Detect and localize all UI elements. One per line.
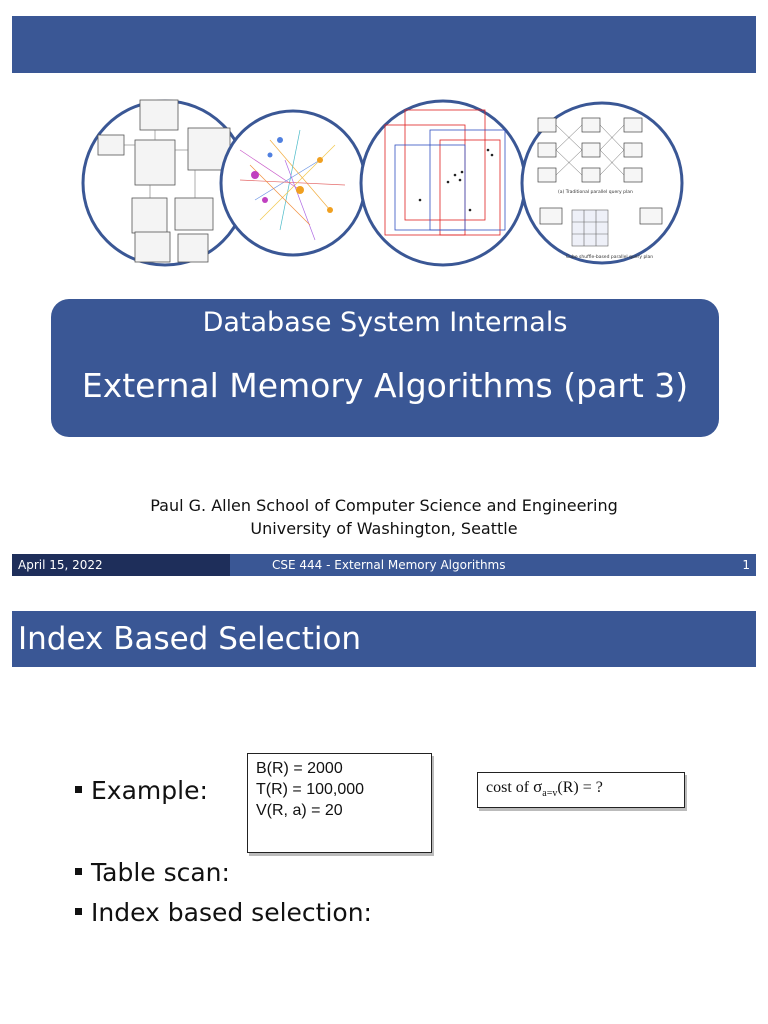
slide-subtitle: External Memory Algorithms (part 3) <box>81 366 689 405</box>
bullet-square-icon <box>75 868 82 875</box>
stat-distinct-values: V(R, a) = 20 <box>256 802 343 819</box>
affiliation-line-1: Paul G. Allen School of Computer Science and Engineering <box>150 496 618 515</box>
bullet-index-selection <box>75 898 372 927</box>
title-box <box>51 299 719 437</box>
cost-suffix: (R) = ? <box>557 779 603 796</box>
content-slide <box>0 580 768 1024</box>
footer-date: April 15, 2022 <box>12 554 230 576</box>
bullet-text: Index based selection: <box>91 898 372 927</box>
stat-tuples: T(R) = 100,000 <box>256 781 365 798</box>
affiliation-line-2: University of Washington, Seattle <box>250 519 518 538</box>
footer-page-number: 1 <box>538 554 756 576</box>
selection-condition: a=v <box>542 788 558 800</box>
slide-heading: Index Based Selection <box>12 611 756 667</box>
plan-caption-a: (a) Traditional parallel query plan <box>558 190 633 195</box>
3d-cube-plot-image <box>361 101 525 265</box>
slide-title: Database System Internals <box>202 307 568 338</box>
plan-caption-b: Cube shuffle-based parallel query plan <box>566 255 654 260</box>
graph-network-image <box>221 111 365 255</box>
stat-blocks: B(R) = 2000 <box>256 760 343 777</box>
cost-prefix: cost of <box>486 779 534 796</box>
bullet-square-icon <box>75 786 82 793</box>
bullet-table-scan <box>75 858 230 887</box>
bullet-text: Table scan: <box>91 858 230 887</box>
image-collage <box>0 0 768 290</box>
parallel-query-plan-image <box>522 103 682 263</box>
footer-course: CSE 444 - External Memory Algorithms <box>230 554 538 576</box>
bullet-square-icon <box>75 908 82 915</box>
sigma-symbol: σ <box>533 777 543 796</box>
bullet-text: Example: <box>91 776 208 805</box>
statistics-box <box>247 753 432 853</box>
bullet-example <box>75 776 208 805</box>
slide-footer <box>12 554 756 576</box>
cost-question-box <box>477 772 685 808</box>
